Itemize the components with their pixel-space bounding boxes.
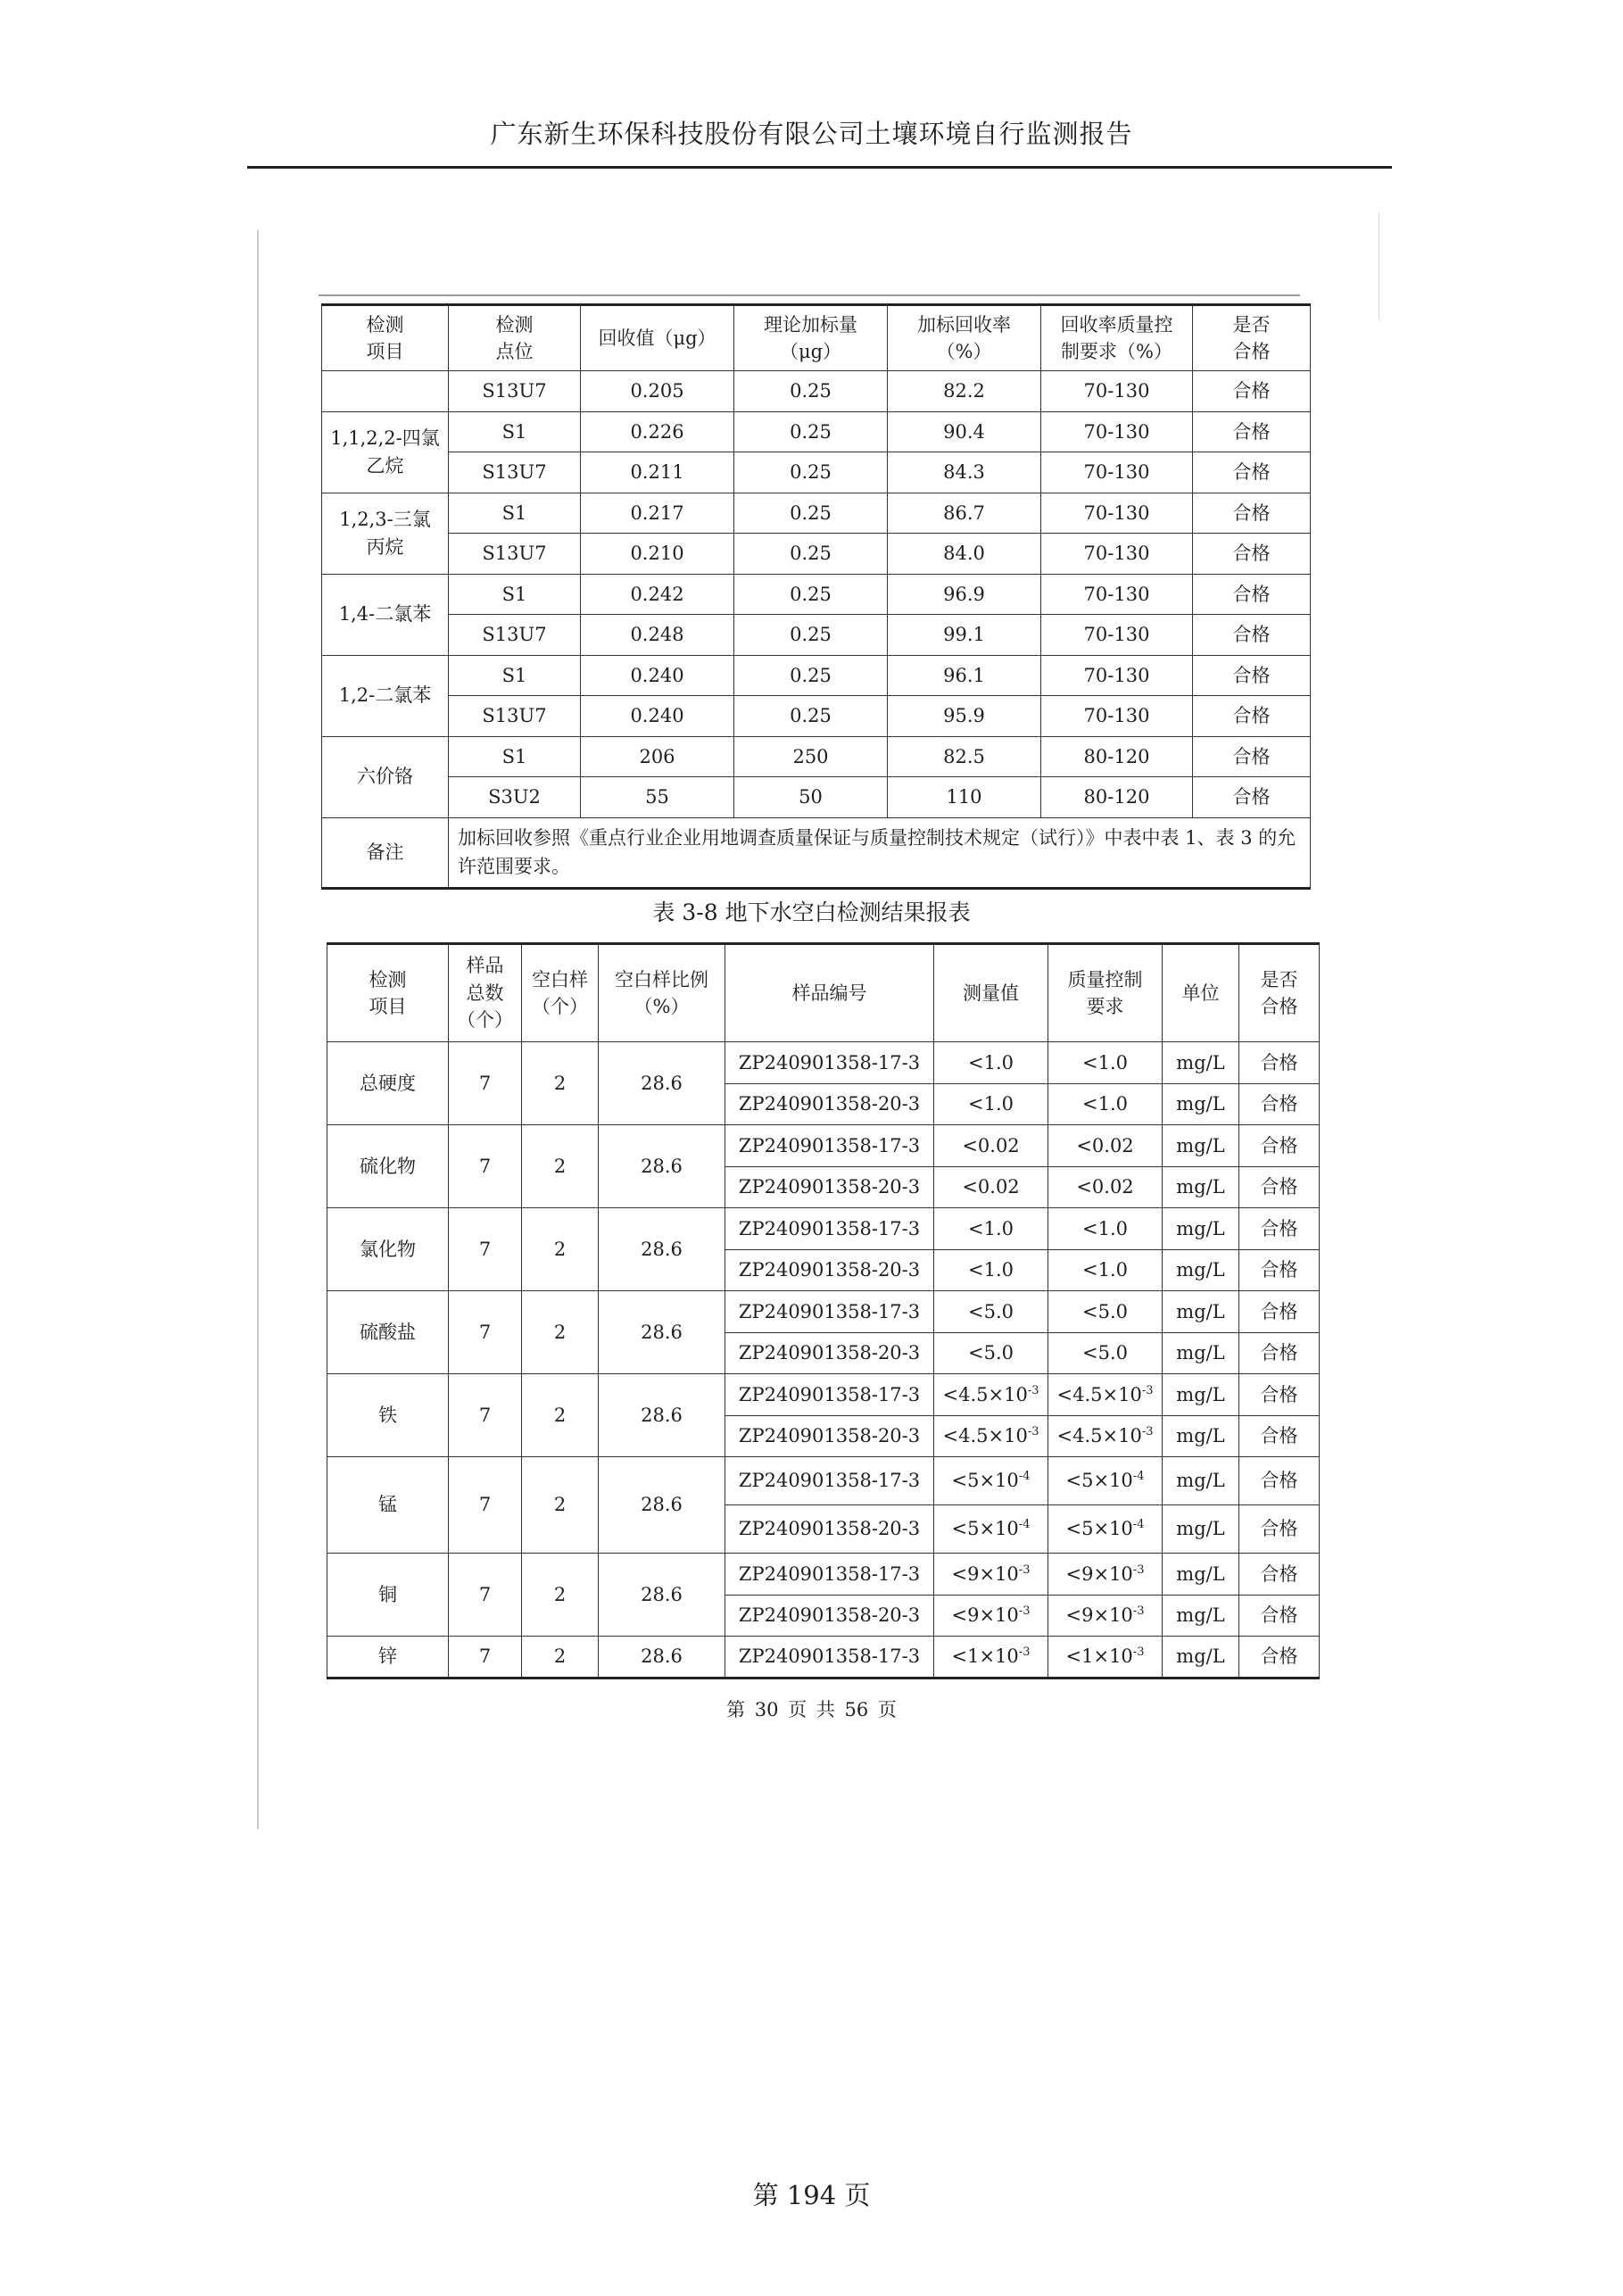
sample-total: 7 (449, 1374, 522, 1457)
spike-amount: 0.25 (734, 371, 888, 412)
unit: mg/L (1163, 1249, 1239, 1291)
sample-id: ZP240901358-17-3 (725, 1125, 934, 1167)
measured-value (934, 1554, 1048, 1596)
measured-mantissa: <5×10 (951, 1518, 1019, 1540)
qc-exponent: -4 (1132, 1518, 1145, 1532)
qc-requirement (1048, 1505, 1163, 1554)
sample-id: ZP240901358-17-3 (725, 1637, 934, 1678)
measured-value (934, 1505, 1048, 1554)
blank-count: 2 (522, 1554, 599, 1637)
qc-requirement (1048, 1332, 1163, 1374)
item-name: 1,4-二氯苯 (322, 574, 449, 655)
blank-count: 2 (522, 1637, 599, 1678)
qc-requirement (1048, 1291, 1163, 1333)
qc-mantissa: <1.0 (1082, 1217, 1128, 1239)
measured-mantissa: <1.0 (968, 1217, 1014, 1239)
sample-id: ZP240901358-17-3 (725, 1554, 934, 1596)
qc-exponent: -3 (1141, 1383, 1154, 1397)
sample-id: ZP240901358-20-3 (725, 1332, 934, 1374)
qc-requirement (1048, 1554, 1163, 1596)
qc-requirement (1048, 1042, 1163, 1084)
qc-requirement (1048, 1083, 1163, 1125)
sample-id: ZP240901358-20-3 (725, 1595, 934, 1637)
unit: mg/L (1163, 1374, 1239, 1416)
pass-status: 合格 (1239, 1249, 1320, 1291)
sample-point: S13U7 (449, 371, 581, 412)
pass-status: 合格 (1239, 1291, 1320, 1333)
spike-amount: 0.25 (734, 452, 888, 493)
pass-status: 合格 (1193, 371, 1311, 412)
recovery-value: 55 (581, 777, 734, 818)
blank-ratio: 28.6 (599, 1208, 725, 1291)
sample-id: ZP240901358-20-3 (725, 1505, 934, 1554)
item-name: 总硬度 (327, 1042, 449, 1125)
measured-value (934, 1374, 1048, 1416)
measured-value (934, 1637, 1048, 1678)
pass-status: 合格 (1239, 1042, 1320, 1084)
table-row (322, 615, 1311, 656)
pass-status: 合格 (1193, 534, 1311, 575)
item-name: 六价铬 (322, 736, 449, 817)
qc-mantissa: <0.02 (1076, 1134, 1134, 1156)
recovery-value: 0.240 (581, 696, 734, 737)
pass-status: 合格 (1193, 736, 1311, 777)
header-recovery-value: 回收值（μg） (581, 305, 734, 371)
pass-status: 合格 (1239, 1505, 1320, 1554)
measured-value (934, 1208, 1048, 1250)
measured-exponent: -3 (1027, 1425, 1039, 1439)
unit: mg/L (1163, 1332, 1239, 1374)
qc-requirement (1048, 1125, 1163, 1167)
item-name: 锰 (327, 1457, 449, 1554)
blank-ratio: 28.6 (599, 1374, 725, 1457)
unit: mg/L (1163, 1166, 1239, 1208)
qc-mantissa: <5.0 (1082, 1342, 1128, 1364)
measured-value (934, 1415, 1048, 1457)
measured-value (934, 1249, 1048, 1291)
spike-amount: 50 (734, 777, 888, 818)
qc-mantissa: <1.0 (1082, 1259, 1128, 1281)
sample-id: ZP240901358-17-3 (725, 1457, 934, 1505)
item-name: 铜 (327, 1554, 449, 1637)
blank-count: 2 (522, 1125, 599, 1208)
sample-id: ZP240901358-17-3 (725, 1208, 934, 1250)
header-pass: 是否 合格 (1193, 305, 1311, 371)
sample-total: 7 (449, 1554, 522, 1637)
note-label: 备注 (322, 817, 449, 888)
sample-id: ZP240901358-20-3 (725, 1083, 934, 1125)
spike-amount: 0.25 (734, 411, 888, 452)
pass-status: 合格 (1239, 1083, 1320, 1125)
qc-requirement (1048, 1457, 1163, 1505)
pass-status: 合格 (1193, 696, 1311, 737)
unit: mg/L (1163, 1415, 1239, 1457)
header-qc-requirement: 质量控制 要求 (1048, 944, 1163, 1042)
table-row (322, 371, 1311, 412)
recovery-rate: 86.7 (888, 493, 1041, 534)
qc-mantissa: <0.02 (1076, 1176, 1134, 1198)
pass-status: 合格 (1193, 655, 1311, 696)
header-item: 检测 项目 (327, 944, 449, 1042)
item-name: 铁 (327, 1374, 449, 1457)
pass-status: 合格 (1239, 1554, 1320, 1596)
measured-exponent: -3 (1018, 1645, 1031, 1660)
unit: mg/L (1163, 1083, 1239, 1125)
measured-mantissa: <5×10 (951, 1470, 1019, 1492)
header-sample-id: 样品编号 (725, 944, 934, 1042)
measured-mantissa: <1.0 (968, 1093, 1014, 1115)
qc-requirement: 80-120 (1041, 736, 1193, 777)
measured-mantissa: <5.0 (968, 1300, 1014, 1322)
qc-requirement (1048, 1208, 1163, 1250)
table-row (327, 1554, 1320, 1596)
unit: mg/L (1163, 1291, 1239, 1333)
table2-caption: 表 3-8 地下水空白检测结果报表 (652, 899, 971, 925)
measured-value (934, 1042, 1048, 1084)
measured-mantissa: <5.0 (968, 1342, 1014, 1364)
recovery-value: 0.205 (581, 371, 734, 412)
blank-count: 2 (522, 1042, 599, 1125)
measured-value (934, 1125, 1048, 1167)
sample-total: 7 (449, 1637, 522, 1678)
header-item: 检测 项目 (322, 305, 449, 371)
spike-amount: 0.25 (734, 574, 888, 615)
measured-mantissa: <1.0 (968, 1259, 1014, 1281)
measured-value (934, 1457, 1048, 1505)
measured-mantissa: <9×10 (951, 1562, 1019, 1585)
header-unit: 单位 (1163, 944, 1239, 1042)
sample-total: 7 (449, 1208, 522, 1291)
table-row (327, 1208, 1320, 1250)
qc-exponent: -3 (1132, 1562, 1145, 1577)
table-row (327, 1125, 1320, 1167)
note-row (322, 817, 1311, 888)
sample-point: S13U7 (449, 696, 581, 737)
pass-status: 合格 (1239, 1637, 1320, 1678)
sample-total: 7 (449, 1042, 522, 1125)
sample-point: S1 (449, 574, 581, 615)
qc-requirement: 70-130 (1041, 574, 1193, 615)
recovery-rate: 110 (888, 777, 1041, 818)
qc-mantissa: <9×10 (1065, 1562, 1133, 1585)
unit: mg/L (1163, 1125, 1239, 1167)
qc-requirement (1048, 1595, 1163, 1637)
unit: mg/L (1163, 1208, 1239, 1250)
measured-value (934, 1083, 1048, 1125)
pass-status: 合格 (1239, 1125, 1320, 1167)
qc-mantissa: <1×10 (1065, 1645, 1133, 1668)
recovery-value: 0.210 (581, 534, 734, 575)
header-spike-amount: 理论加标量 （μg） (734, 305, 888, 371)
sample-point: S13U7 (449, 452, 581, 493)
measured-mantissa: <1×10 (951, 1645, 1019, 1668)
pass-status: 合格 (1239, 1332, 1320, 1374)
spike-amount: 0.25 (734, 696, 888, 737)
item-name: 1,1,2,2-四氯 乙烷 (322, 411, 449, 493)
table-row (322, 655, 1311, 696)
sample-total: 7 (449, 1457, 522, 1554)
header-qc-requirement: 回收率质量控 制要求（%） (1041, 305, 1193, 371)
recovery-rate: 99.1 (888, 615, 1041, 656)
qc-requirement (1048, 1374, 1163, 1416)
measured-exponent: -4 (1018, 1470, 1031, 1484)
header-point: 检测 点位 (449, 305, 581, 371)
recovery-rate: 82.5 (888, 736, 1041, 777)
sample-point: S1 (449, 411, 581, 452)
qc-mantissa: <5×10 (1065, 1518, 1133, 1540)
pass-status: 合格 (1193, 777, 1311, 818)
recovery-value: 0.211 (581, 452, 734, 493)
pass-status: 合格 (1239, 1374, 1320, 1416)
qc-requirement: 70-130 (1041, 534, 1193, 575)
sample-point: S1 (449, 655, 581, 696)
qc-mantissa: <4.5×10 (1056, 1425, 1142, 1447)
table-row (322, 574, 1311, 615)
measured-value (934, 1166, 1048, 1208)
qc-mantissa: <9×10 (1065, 1604, 1133, 1627)
blank-ratio: 28.6 (599, 1457, 725, 1554)
recovery-rate: 96.9 (888, 574, 1041, 615)
table-row (322, 452, 1311, 493)
qc-requirement: 70-130 (1041, 615, 1193, 656)
report-header-title: 广东新生环保科技股份有限公司土壤环境自行监测报告 (490, 119, 1133, 149)
sample-total: 7 (449, 1291, 522, 1374)
blank-ratio: 28.6 (599, 1291, 725, 1374)
unit: mg/L (1163, 1457, 1239, 1505)
groundwater-blank-table (327, 942, 1320, 1679)
measured-exponent: -3 (1018, 1562, 1031, 1577)
sample-id: ZP240901358-17-3 (725, 1042, 934, 1084)
sample-id: ZP240901358-20-3 (725, 1166, 934, 1208)
recovery-rate: 84.3 (888, 452, 1041, 493)
unit: mg/L (1163, 1554, 1239, 1596)
unit: mg/L (1163, 1595, 1239, 1637)
measured-value (934, 1595, 1048, 1637)
header-measured: 测量值 (934, 944, 1048, 1042)
item-name (322, 371, 449, 412)
header-blank-count: 空白样 （个） (522, 944, 599, 1042)
item-name: 氯化物 (327, 1208, 449, 1291)
note-text: 加标回收参照《重点行业企业用地调查质量保证与质量控制技术规定（试行）》中表中表 1、表 3 的允许范围要求。 (449, 817, 1311, 888)
unit: mg/L (1163, 1042, 1239, 1084)
qc-requirement: 70-130 (1041, 696, 1193, 737)
blank-ratio: 28.6 (599, 1125, 725, 1208)
sample-total: 7 (449, 1125, 522, 1208)
scan-top-rule (319, 294, 1300, 296)
table-row (327, 1291, 1320, 1333)
header-divider (247, 166, 1392, 169)
header-blank-ratio: 空白样比例 （%） (599, 944, 725, 1042)
qc-mantissa: <1.0 (1082, 1051, 1128, 1073)
table-row (322, 493, 1311, 534)
recovery-rate: 95.9 (888, 696, 1041, 737)
table-row (322, 777, 1311, 818)
measured-value (934, 1291, 1048, 1333)
qc-exponent: -3 (1132, 1604, 1145, 1619)
blank-count: 2 (522, 1457, 599, 1554)
item-name: 硫化物 (327, 1125, 449, 1208)
table-row (322, 736, 1311, 777)
pass-status: 合格 (1193, 411, 1311, 452)
pass-status: 合格 (1193, 493, 1311, 534)
table-row (327, 1042, 1320, 1084)
spike-amount: 0.25 (734, 493, 888, 534)
header-pass: 是否 合格 (1239, 944, 1320, 1042)
table-row (327, 1374, 1320, 1416)
header-recovery-rate: 加标回收率 （%） (888, 305, 1041, 371)
table-row (327, 1637, 1320, 1678)
sample-point: S13U7 (449, 615, 581, 656)
spike-amount: 0.25 (734, 534, 888, 575)
qc-requirement: 70-130 (1041, 493, 1193, 534)
pass-status: 合格 (1193, 615, 1311, 656)
inner-page-number: 第 30 页 共 56 页 (726, 1699, 897, 1720)
sample-id: ZP240901358-20-3 (725, 1415, 934, 1457)
unit: mg/L (1163, 1505, 1239, 1554)
recovery-rate: 82.2 (888, 371, 1041, 412)
recovery-value: 0.248 (581, 615, 734, 656)
blank-ratio: 28.6 (599, 1554, 725, 1637)
spike-recovery-table (321, 303, 1311, 890)
measured-mantissa: <4.5×10 (942, 1383, 1028, 1405)
recovery-value: 0.240 (581, 655, 734, 696)
qc-mantissa: <4.5×10 (1056, 1383, 1142, 1405)
pass-status: 合格 (1239, 1457, 1320, 1505)
page-number: 第 194 页 (752, 2180, 871, 2210)
item-name: 硫酸盐 (327, 1291, 449, 1374)
scan-edge-left (257, 230, 259, 1829)
qc-requirement: 70-130 (1041, 655, 1193, 696)
qc-requirement (1048, 1249, 1163, 1291)
table-row (322, 696, 1311, 737)
measured-exponent: -4 (1018, 1518, 1031, 1532)
qc-exponent: -3 (1132, 1645, 1145, 1660)
qc-exponent: -4 (1132, 1470, 1145, 1484)
item-name: 锌 (327, 1637, 449, 1678)
pass-status: 合格 (1239, 1595, 1320, 1637)
sample-id: ZP240901358-17-3 (725, 1291, 934, 1333)
blank-count: 2 (522, 1374, 599, 1457)
spike-amount: 250 (734, 736, 888, 777)
qc-requirement (1048, 1415, 1163, 1457)
qc-requirement (1048, 1637, 1163, 1678)
recovery-value: 206 (581, 736, 734, 777)
pass-status: 合格 (1193, 452, 1311, 493)
table-row (322, 534, 1311, 575)
recovery-value: 0.226 (581, 411, 734, 452)
pass-status: 合格 (1239, 1166, 1320, 1208)
measured-mantissa: <1.0 (968, 1051, 1014, 1073)
qc-mantissa: <1.0 (1082, 1093, 1128, 1115)
measured-value (934, 1332, 1048, 1374)
measured-exponent: -3 (1018, 1604, 1031, 1619)
table-row (322, 411, 1311, 452)
qc-requirement: 70-130 (1041, 411, 1193, 452)
pass-status: 合格 (1193, 574, 1311, 615)
spike-amount: 0.25 (734, 615, 888, 656)
recovery-rate: 84.0 (888, 534, 1041, 575)
qc-requirement: 70-130 (1041, 371, 1193, 412)
sample-point: S3U2 (449, 777, 581, 818)
recovery-rate: 96.1 (888, 655, 1041, 696)
sample-point: S13U7 (449, 534, 581, 575)
pass-status: 合格 (1239, 1208, 1320, 1250)
measured-mantissa: <0.02 (962, 1134, 1020, 1156)
qc-mantissa: <5×10 (1065, 1470, 1133, 1492)
qc-exponent: -3 (1141, 1425, 1154, 1439)
blank-ratio: 28.6 (599, 1637, 725, 1678)
spike-amount: 0.25 (734, 655, 888, 696)
qc-requirement: 70-130 (1041, 452, 1193, 493)
pass-status: 合格 (1239, 1415, 1320, 1457)
recovery-rate: 90.4 (888, 411, 1041, 452)
unit: mg/L (1163, 1637, 1239, 1678)
sample-point: S1 (449, 493, 581, 534)
measured-mantissa: <4.5×10 (942, 1425, 1028, 1447)
measured-exponent: -3 (1027, 1383, 1039, 1397)
blank-count: 2 (522, 1208, 599, 1291)
blank-count: 2 (522, 1291, 599, 1374)
sample-id: ZP240901358-17-3 (725, 1374, 934, 1416)
qc-mantissa: <5.0 (1082, 1300, 1128, 1322)
recovery-value: 0.217 (581, 493, 734, 534)
measured-mantissa: <9×10 (951, 1604, 1019, 1627)
recovery-value: 0.242 (581, 574, 734, 615)
measured-mantissa: <0.02 (962, 1176, 1020, 1198)
item-name: 1,2,3-三氯 丙烷 (322, 493, 449, 574)
blank-ratio: 28.6 (599, 1042, 725, 1125)
sample-id: ZP240901358-20-3 (725, 1249, 934, 1291)
qc-requirement (1048, 1166, 1163, 1208)
header-sample-total: 样品 总数 （个） (449, 944, 522, 1042)
table-row (327, 1457, 1320, 1505)
sample-point: S1 (449, 736, 581, 777)
item-name: 1,2-二氯苯 (322, 655, 449, 736)
qc-requirement: 80-120 (1041, 777, 1193, 818)
